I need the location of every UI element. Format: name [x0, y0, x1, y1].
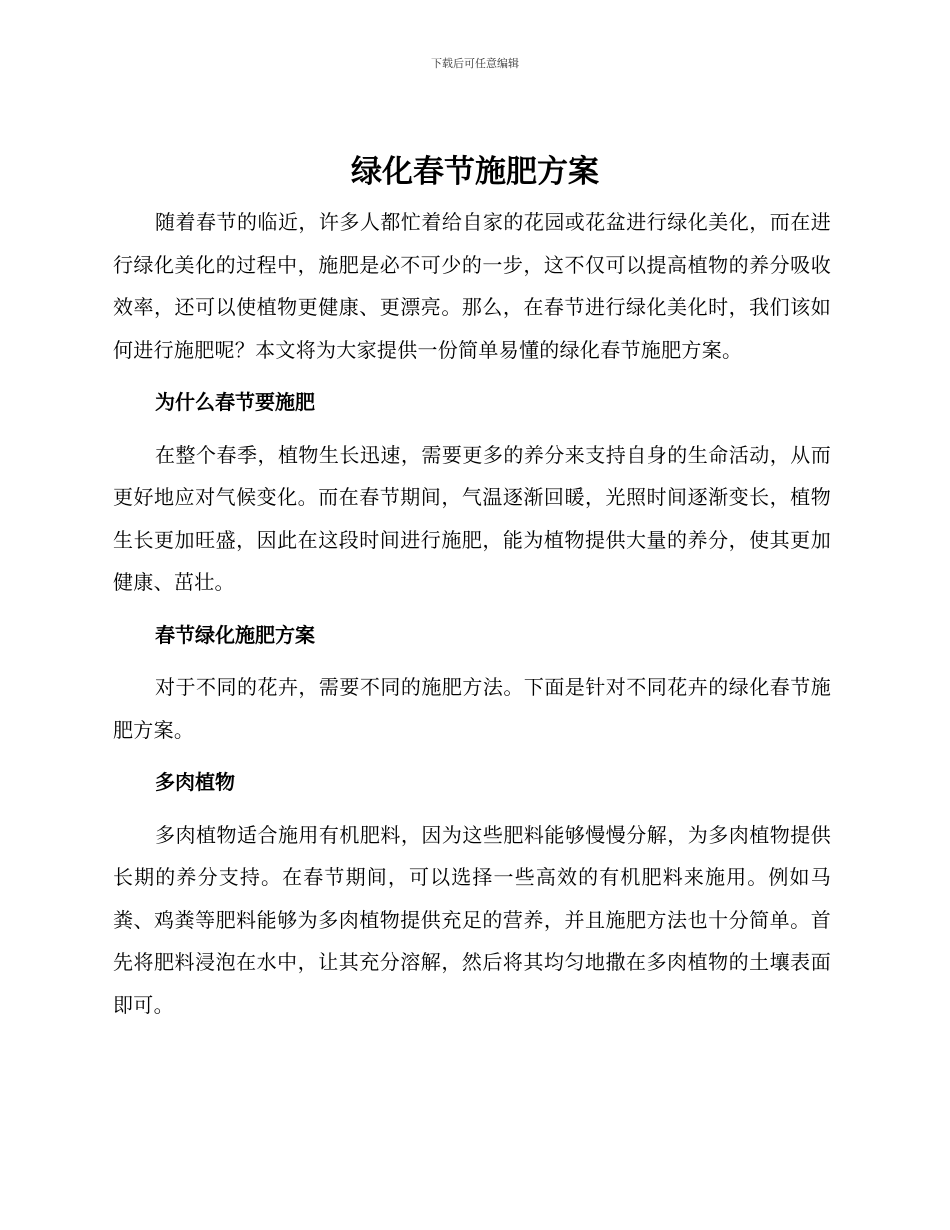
- section-paragraph-why-fertilize: 在整个春季，植物生长迅速，需要更多的养分来支持自身的生命活动，从而更好地应对气候变化。而在春节期间，气温逐渐回暖，光照时间逐渐变长，植物生长更加旺盛，因此在这段时间进行施肥，能为植物提供大量的养分，使其更加健康、茁壮。: [113, 442, 831, 594]
- document-title: 绿化春节施肥方案: [351, 154, 599, 190]
- intro-paragraph: 随着春节的临近，许多人都忙着给自家的花园或花盆进行绿化美化，而在进行绿化美化的过程中，施肥是必不可少的一步，这不仅可以提高植物的养分吸收效率，还可以使植物更健康、更漂亮。那么，在春节进行绿化美化时，我们该如何进行施肥呢？本文将为大家提供一份简单易懂的绿化春节施肥方案。: [113, 210, 831, 362]
- document-body: [113, 201, 831, 1026]
- section-heading-succulents: 多肉植物: [155, 770, 235, 794]
- section-paragraph-succulents: 多肉植物适合施用有机肥料，因为这些肥料能够慢慢分解，为多肉植物提供长期的养分支持。在春节期间，可以选择一些高效的有机肥料来施用。例如马粪、鸡粪等肥料能够为多肉植物提供充足的营养，并且施肥方法也十分简单。首先将肥料浸泡在水中，让其充分溶解，然后将其均匀地撒在多肉植物的土壤表面即可。: [113, 822, 831, 1017]
- header-note: 下载后可任意编辑: [431, 57, 519, 70]
- section-heading-fertilizing-plan: 春节绿化施肥方案: [155, 622, 315, 647]
- section-heading-why-fertilize: 为什么春节要施肥: [155, 390, 315, 414]
- section-paragraph-fertilizing-plan: 对于不同的花卉，需要不同的施肥方法。下面是针对不同花卉的绿化春节施肥方案。: [113, 675, 831, 742]
